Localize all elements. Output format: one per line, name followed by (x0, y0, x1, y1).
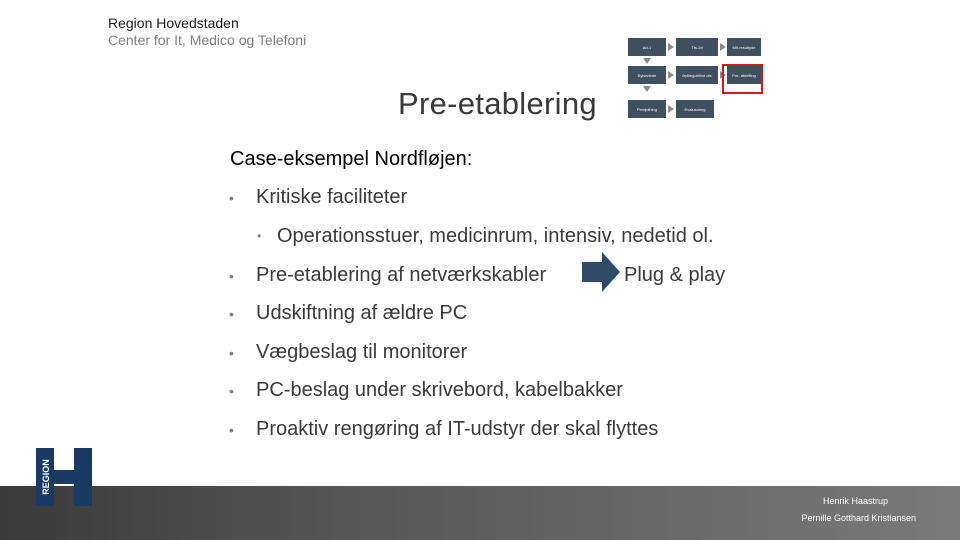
arrow-right-icon (668, 105, 674, 113)
bullet-icon: • (229, 190, 234, 206)
bullet-text: Proaktiv rengøring af IT-udstyr der skal flyttes (256, 418, 659, 440)
bullet-text: Operationsstuer, medicinrum, intensiv, nedetid ol. (277, 225, 714, 247)
bullet-item (229, 379, 623, 402)
bullet-item (229, 302, 468, 325)
bullet-item (229, 264, 547, 287)
bullet-item (229, 341, 468, 364)
bullet-icon: • (229, 306, 234, 322)
flow-step: Tfs-2d (676, 38, 718, 56)
bullet-icon: • (229, 345, 234, 361)
bullet-icon: • (229, 383, 234, 399)
slide-title: Pre-etablering (398, 86, 597, 121)
bullet-text: PC-beslag under skrivebord, kabelbakker (256, 379, 623, 401)
bullet-text: Pre-etablering af netværkskabler (256, 264, 547, 286)
logo-text: REGION (41, 459, 51, 495)
bullet-text: Udskiftning af ældre PC (256, 302, 468, 324)
bullet-text: Kritiske faciliteter (256, 186, 408, 208)
flow-step: Ad-1 (628, 38, 666, 56)
footer-bar (0, 486, 960, 540)
sub-bullet-item (257, 225, 714, 248)
flow-step: Byboviede (628, 66, 666, 84)
flow-step: Byfllegofdind ofs (676, 66, 718, 84)
arrow-down-icon (643, 58, 651, 64)
flow-step: Mif-resultyde (727, 38, 761, 56)
bullet-item (229, 418, 659, 441)
arrow-right-icon (668, 71, 674, 79)
bullet-text: Vægbeslag til monitorer (256, 341, 468, 363)
author-name: Pernille Gotthard Kristiansen (801, 513, 916, 523)
plug-and-play-label: Plug & play (624, 264, 726, 286)
arrow-right-icon (668, 43, 674, 51)
flow-step: Perdjdihing (628, 100, 666, 118)
org-line-2: Center for It, Medico og Telefoni (108, 32, 307, 48)
bullet-icon: • (229, 422, 234, 438)
bullet-icon: • (257, 229, 262, 243)
bullet-icon: • (229, 268, 234, 284)
highlight-frame (722, 64, 763, 94)
arrow-down-icon (643, 86, 651, 92)
case-subtitle: Case-eksempel Nordfløjen: (230, 148, 473, 170)
flow-step: Pre- ablefting (727, 66, 761, 84)
region-logo (36, 448, 92, 506)
arrow-right-icon (720, 43, 726, 51)
arrow-right-icon (582, 252, 622, 292)
org-line-1: Region Hovedstaden (108, 15, 239, 31)
flow-step: Evalusahng (676, 100, 714, 118)
author-name: Henrik Haastrup (822, 496, 888, 506)
process-flow-diagram (0, 0, 960, 130)
bullet-item (229, 186, 408, 209)
